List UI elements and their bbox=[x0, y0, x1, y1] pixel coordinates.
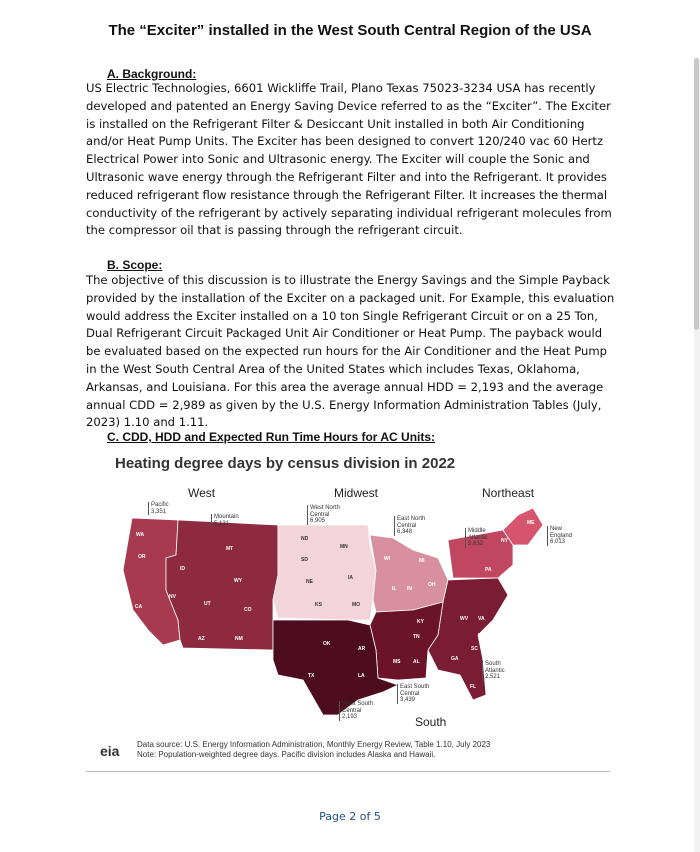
svg-text:TX: TX bbox=[308, 673, 315, 679]
svg-text:OH: OH bbox=[428, 582, 436, 588]
svg-text:NE: NE bbox=[306, 579, 313, 585]
region-south: South bbox=[415, 715, 447, 729]
region-northeast: Northeast bbox=[482, 486, 535, 500]
page-number: Page 2 of 5 bbox=[319, 810, 381, 823]
divider bbox=[86, 771, 610, 772]
svg-text:AL: AL bbox=[413, 659, 420, 665]
division-ne bbox=[503, 508, 543, 545]
svg-text:MI: MI bbox=[419, 558, 425, 564]
callout-mountain: Mountain 5,131 bbox=[211, 514, 239, 527]
svg-text:CA: CA bbox=[135, 604, 143, 610]
scrollbar-thumb[interactable] bbox=[694, 58, 699, 330]
map-title: Heating degree days by census division in 2022 bbox=[115, 455, 456, 472]
callout-middle-atlantic: Middle Atlantic 5,632 bbox=[465, 528, 488, 548]
svg-text:UT: UT bbox=[204, 601, 211, 607]
scope-heading: B. Scope: bbox=[107, 258, 163, 272]
callout-west-north-central: West North Central 6,905 bbox=[307, 505, 340, 525]
division-wnc bbox=[273, 525, 376, 620]
region-west: West bbox=[188, 486, 216, 500]
us-census-division-map bbox=[108, 500, 588, 730]
callout-south-atlantic: South Atlantic 2,521 bbox=[482, 661, 505, 681]
svg-text:SC: SC bbox=[471, 646, 478, 652]
svg-text:CO: CO bbox=[244, 607, 252, 613]
division-mountain bbox=[166, 520, 278, 650]
svg-text:WI: WI bbox=[384, 556, 391, 562]
eia-logo: eia bbox=[100, 743, 120, 759]
background-heading: A. Background: bbox=[107, 67, 197, 81]
svg-text:SD: SD bbox=[301, 557, 308, 563]
svg-text:LA: LA bbox=[358, 673, 365, 679]
svg-text:FL: FL bbox=[470, 684, 477, 690]
background-paragraph: US Electric Technologies, 6601 Wickliffe Trail, Plano Texas 75023-3234 USA has recently developed and patented an Energy Saving Device referred to as the “Exciter”. The Exciter is installed on the Refrigerant Filter & Desiccant Unit installed in both Air Conditioning and/or Heat Pump Units. The Exciter has been designed to convert 120/240 vac 60 Hertz Electrical Power into Sonic and Ultrasonic energy. The Exciter will couple the Sonic and Ultrasonic wave energy through the Refrigerant Filter and into the Refrigerant. It provides reduced refrigerant flow resistance through the Refrigerant Filter. It increases the thermal conductivity of the refrigerant by actively separating individual refrigerant molecules from the compressor oil that is passing through the refrigerant circuit. bbox=[86, 81, 612, 238]
page-title: The “Exciter” installed in the West South Central Region of the USA bbox=[108, 22, 592, 39]
svg-text:VA: VA bbox=[478, 616, 485, 622]
svg-text:IA: IA bbox=[348, 575, 353, 581]
svg-text:NC: NC bbox=[478, 633, 486, 639]
cdd-hdd-heading: C. CDD, HDD and Expected Run Time Hours for AC Units: bbox=[107, 430, 436, 444]
svg-text:GA: GA bbox=[451, 656, 459, 662]
callout-west-south-central: West South Central 2,193 bbox=[339, 701, 373, 721]
division-esc bbox=[370, 602, 443, 680]
svg-text:MS: MS bbox=[393, 659, 401, 665]
svg-text:IN: IN bbox=[407, 586, 412, 592]
scope-paragraph: The objective of this discussion is to illustrate the Energy Savings and the Simple Payback provided by the installation of the Exciter on a packaged unit. For Example, this evaluation would address the Exciter installed on a 10 ton Single Refrigerant Circuit or on a 25 Ton, Dual Refrigerant Circuit Packaged Unit Air Conditioner or Heat Pump. The payback would be evaluated based on the expected run hours for the Air Conditioner and the Heat Pump in the West South Central Area of the United States which includes Texas, Oklahoma, Arkansas, and Louisiana. For this area the average annual HDD = 2,193 and the average annual CDD = 2,989 as given by the U.S. Energy Information Administration Tables (July, 2023) 1.10 and 1.11. bbox=[86, 273, 615, 430]
svg-text:AZ: AZ bbox=[198, 636, 205, 642]
svg-text:ID: ID bbox=[180, 566, 185, 572]
svg-text:NV: NV bbox=[169, 594, 176, 600]
svg-text:MN: MN bbox=[340, 544, 348, 550]
data-source-note bbox=[137, 740, 490, 760]
svg-text:OK: OK bbox=[323, 641, 331, 647]
svg-text:OR: OR bbox=[138, 554, 146, 560]
svg-text:WA: WA bbox=[136, 532, 145, 538]
region-midwest: Midwest bbox=[334, 486, 379, 500]
svg-text:ME: ME bbox=[527, 520, 535, 526]
callout-new-england: New England 6,013 bbox=[547, 526, 572, 546]
svg-text:KS: KS bbox=[315, 602, 322, 608]
svg-text:WY: WY bbox=[234, 578, 243, 584]
source-line: Data source: U.S. Energy Information Administration, Monthly Energy Review, Table 1.10, July 2023 bbox=[137, 740, 491, 749]
svg-text:ND: ND bbox=[301, 536, 309, 542]
svg-text:TN: TN bbox=[413, 634, 420, 640]
svg-text:WV: WV bbox=[460, 616, 469, 622]
svg-text:MT: MT bbox=[226, 546, 234, 552]
svg-text:KY: KY bbox=[417, 619, 424, 625]
svg-text:AR: AR bbox=[358, 646, 366, 652]
svg-text:MO: MO bbox=[352, 602, 361, 608]
svg-text:IL: IL bbox=[392, 586, 397, 592]
callout-pacific: Pacific 3,351 bbox=[148, 502, 169, 515]
callout-east-north-central: East North Central 6,348 bbox=[394, 516, 425, 536]
note-line: Note: Population-weighted degree days. Pacific division includes Alaska and Hawaii. bbox=[137, 750, 436, 759]
svg-text:NY: NY bbox=[501, 538, 508, 544]
svg-text:PA: PA bbox=[485, 567, 492, 573]
callout-east-south-central: East South Central 3,439 bbox=[397, 684, 429, 704]
division-enc bbox=[370, 535, 448, 612]
svg-text:NM: NM bbox=[235, 636, 243, 642]
